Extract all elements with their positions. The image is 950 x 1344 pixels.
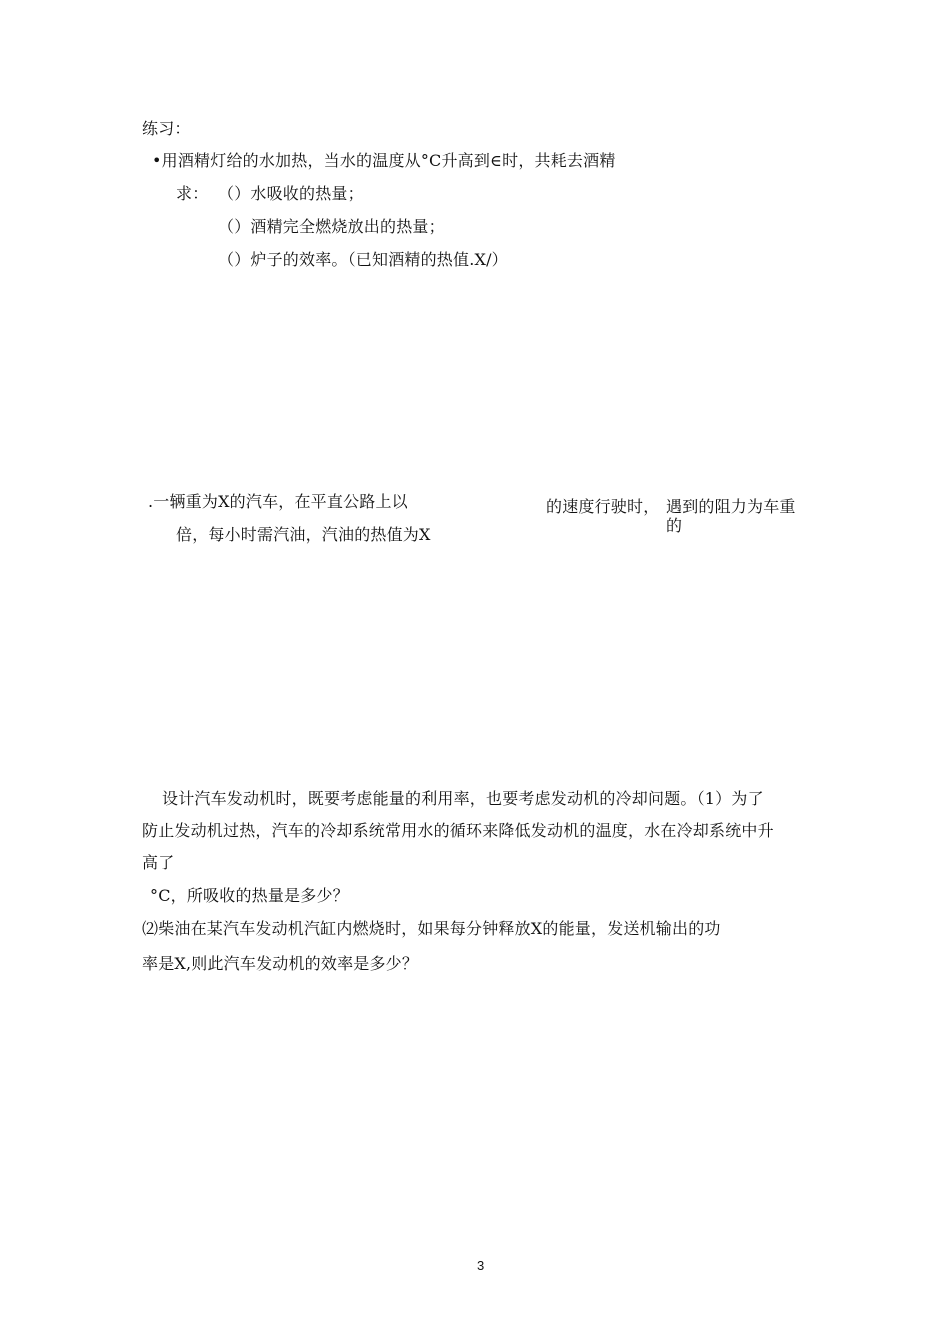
exercise-3-line: 防止发动机过热，汽车的冷却系统常用水的循环来降低发动机的温度，水在冷却系统中升 <box>142 821 774 840</box>
exercise-1-item: （）酒精完全燃烧放出的热量； <box>218 217 445 236</box>
exercise-1-item: （）炉子的效率。（已知酒精的热值.X/） <box>218 250 508 269</box>
section-heading: 练习： <box>142 119 191 138</box>
exercise-3-line: °C，所吸收的热量是多少？ <box>150 886 349 905</box>
page-number: 3 <box>477 1258 485 1273</box>
exercise-3-line: 高了 <box>142 853 175 872</box>
exercise-2-line-1-right: 遇到的阻力为车重 <box>666 497 796 516</box>
exercise-2-line-1-right-wrap: 的 <box>666 516 683 535</box>
exercise-3-line: 设计汽车发动机时，既要考虑能量的利用率，也要考虑发动机的冷却问题。（1）为了 <box>162 789 764 808</box>
exercise-1-ask-label: 求： <box>176 184 209 203</box>
exercise-3-line: 率是X,则此汽车发动机的效率是多少？ <box>142 954 419 973</box>
exercise-2-line-1-middle: 的速度行驶时， <box>546 497 660 516</box>
exercise-2-line-2: 倍，每小时需汽油，汽油的热值为X <box>176 525 431 544</box>
exercise-1-stem: •用酒精灯给的水加热，当水的温度从°C升高到∈时，共耗去酒精 <box>152 151 616 170</box>
exercise-1-item: （）水吸收的热量； <box>218 184 364 203</box>
exercise-2-line-1-left: .一辆重为X的汽车，在平直公路上以 <box>148 492 408 511</box>
exercise-3-line: ⑵柴油在某汽车发动机汽缸内燃烧时，如果每分钟释放X的能量，发送机输出的功 <box>142 919 721 938</box>
